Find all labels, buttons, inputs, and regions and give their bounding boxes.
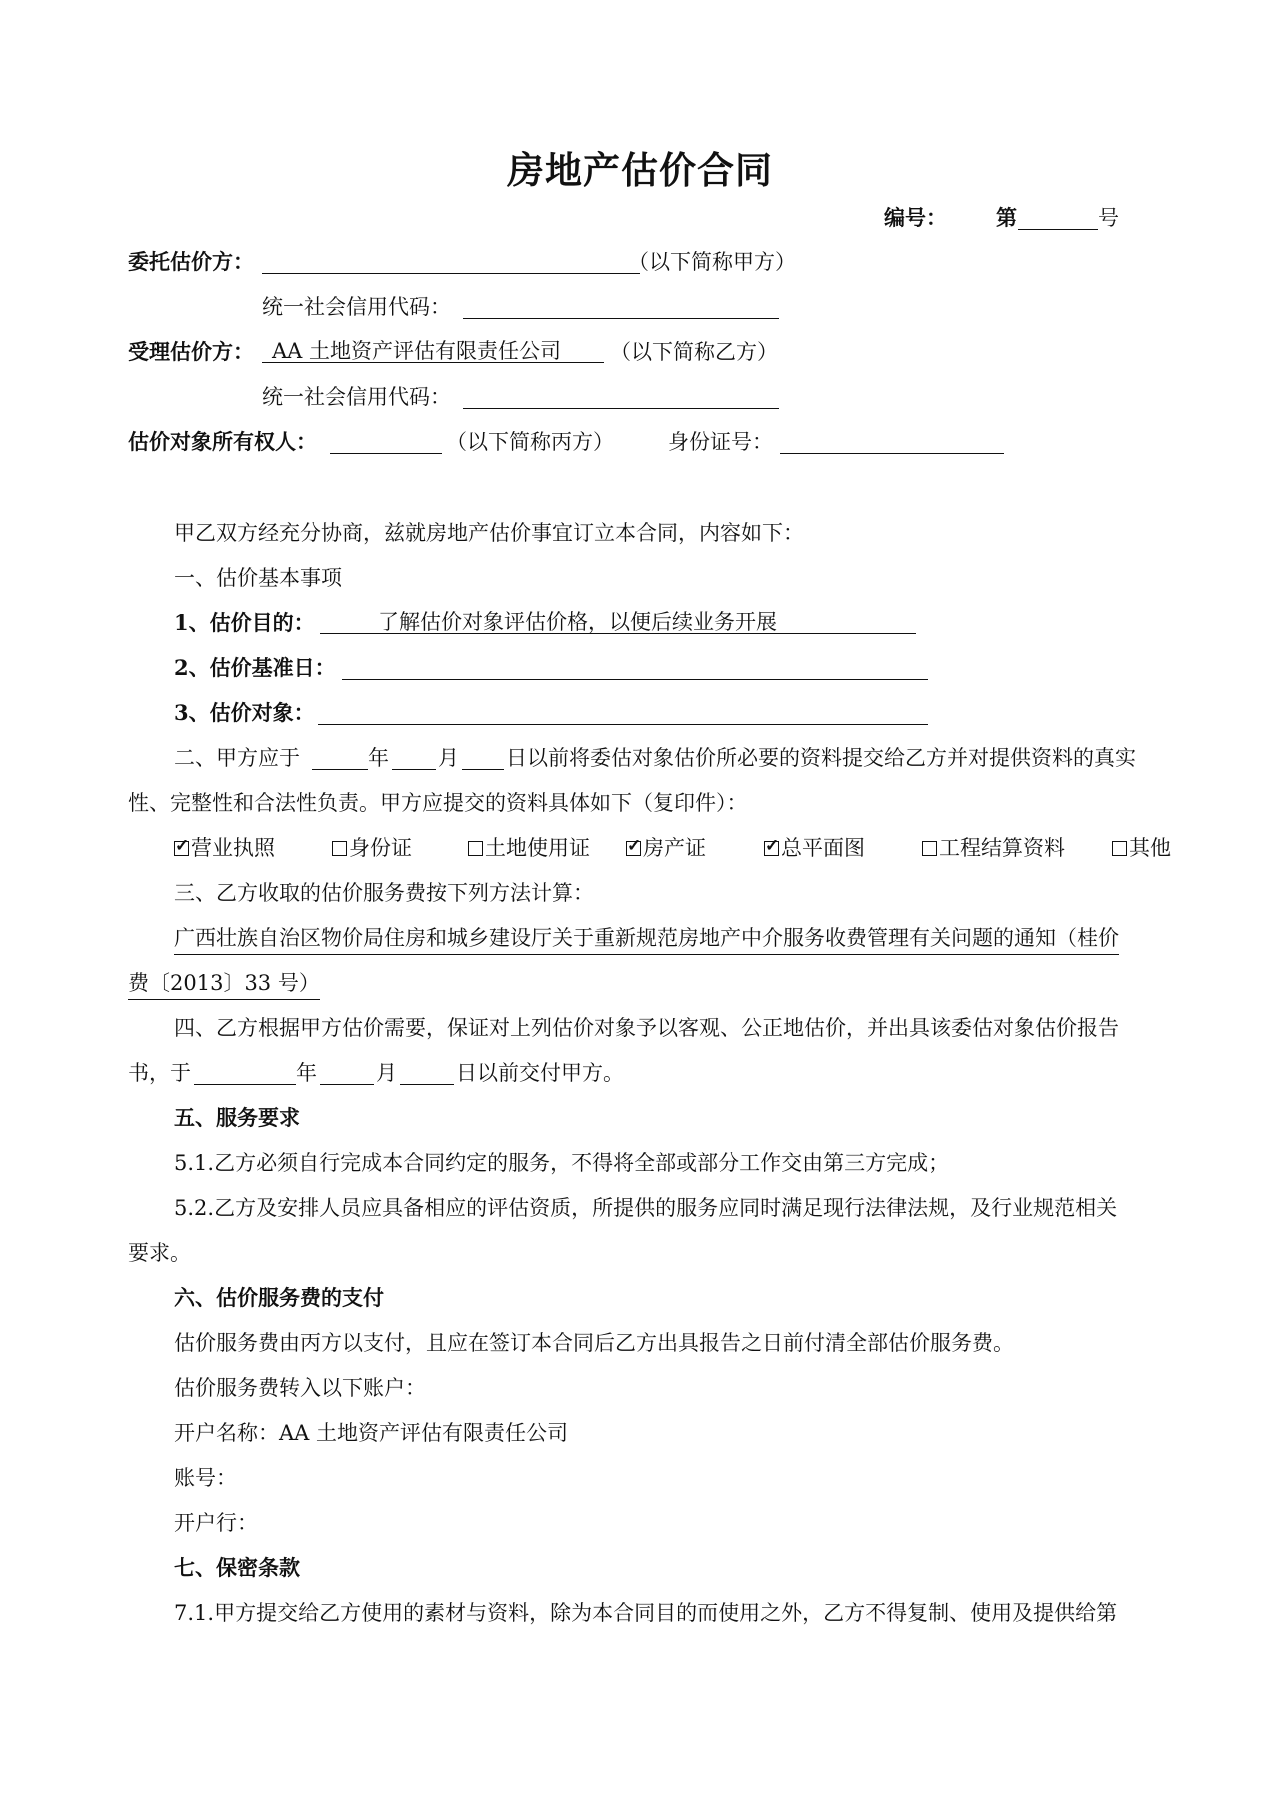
owner-name-field[interactable]	[330, 429, 442, 454]
submit-day-field[interactable]	[462, 745, 504, 770]
number-label: 编号：	[884, 205, 947, 230]
number-prefix: 第	[996, 205, 1017, 230]
page-title: 房地产估价合同	[507, 148, 773, 192]
material-property-certificate[interactable]: ✓ 房产证	[626, 833, 706, 863]
submit-month-field[interactable]	[392, 745, 436, 770]
material-land-certificate[interactable]: 土地使用证	[468, 833, 590, 863]
checkbox-icon[interactable]	[332, 841, 347, 856]
material-business-license[interactable]: ✓营业执照	[174, 833, 275, 863]
checkbox-icon[interactable]	[764, 841, 779, 856]
number-field[interactable]	[1018, 205, 1098, 230]
appraiser-credit-field[interactable]	[463, 384, 779, 409]
contract-page: 房地产估价合同 编号： 第 号 委托估价方： （以下简称甲方） 统一社会信用代码： 受理估价方： AA 土地资产评估有限责任公司 （以下简称乙方） 统一社会信用代码： 估价对象所有权人： （以下简称丙方） 身份证号： 甲乙双方经充分协商，兹就房地产估价事宜订立本合同，内容如下： 一、估价基本事项 1、估价目的： 了解估价对象评估价格，以便后续业务开展 2、估价基准日： 3、估价对象： 二、甲方应于 年 月 日以前将委估对象估价所必要的资料提交给乙方并对提供资料的真实 性、完整性和合法性负责。甲方应提交的资料具体如下（复印件）： ✓营业执照 身份证 土地使用证 ✓ 房产证 ✓ 总平面图 工程结算资料 其他 三、乙方收取的估价服务费按下列方法计算： 广西壮族自治区物价局住房和城乡建设厅关于重新规范房地产中介服务收费管理有关问题的通知（桂价 费〔2013〕33 号） 四、乙方根据甲方估价需要，保证对上列估价对象予以客观、公正地估价，并出具该委估对象估价报告 书，于 年 月 日以前交付甲方。 五、服务要求 5.1.乙方必须自行完成本合同约定的服务，不得将全部或部分工作交由第三方完成； 5.2.乙方及安排人员应具备相应的评估资质，所提供的服务应同时满足现行法律法规，及行业规范相关 要求。 六、估价服务费的支付 估价服务费由丙方以支付，且应在签订本合同后乙方出具报告之日前付清全部估价服务费。 估价服务费转入以下账户： 开户名称：AA 土地资产评估有限责任公司 账号： 开户行： 七、保密条款 7.1.甲方提交给乙方使用的素材与资料，除为本合同目的而使用之外，乙方不得复制、使用及提供给第	[0, 0, 1280, 1811]
purpose-field[interactable]: 了解估价对象评估价格，以便后续业务开展	[320, 610, 916, 634]
owner-id-field[interactable]	[780, 429, 1004, 454]
delivery-month-field[interactable]	[320, 1060, 374, 1085]
base-date-label: 2、估价基准日：	[174, 655, 336, 680]
client-name-field[interactable]	[262, 249, 640, 274]
appraiser-note: （以下简称乙方）	[610, 340, 778, 364]
owner-id-label: 身份证号：	[668, 430, 773, 454]
checkbox-icon[interactable]	[174, 841, 189, 856]
purpose-label: 1、估价目的：	[174, 610, 315, 635]
checkbox-icon[interactable]	[468, 841, 483, 856]
client-label: 委托估价方：	[128, 249, 254, 274]
client-credit-label: 统一社会信用代码：	[262, 295, 451, 319]
appraiser-label: 受理估价方：	[128, 339, 254, 364]
owner-label: 估价对象所有权人：	[128, 429, 317, 454]
delivery-year-field[interactable]	[194, 1060, 296, 1085]
material-settlement-docs[interactable]: 工程结算资料	[922, 833, 1065, 863]
checkbox-icon[interactable]	[922, 841, 937, 856]
delivery-day-field[interactable]	[400, 1060, 454, 1085]
checkbox-icon[interactable]	[1112, 841, 1127, 856]
owner-note: （以下简称丙方）	[446, 430, 614, 454]
object-label: 3、估价对象：	[174, 700, 315, 725]
submit-year-field[interactable]	[312, 745, 368, 770]
material-site-plan[interactable]: ✓ 总平面图	[764, 833, 865, 863]
appraiser-name-field[interactable]: AA 土地资产评估有限责任公司	[262, 339, 604, 363]
number-suffix: 号	[1098, 206, 1119, 230]
object-field[interactable]	[318, 700, 928, 725]
client-credit-field[interactable]	[463, 294, 779, 319]
material-other[interactable]: 其他	[1112, 833, 1171, 863]
appraiser-credit-label: 统一社会信用代码：	[262, 385, 451, 409]
client-note: （以下简称甲方）	[628, 250, 796, 274]
base-date-field[interactable]	[342, 655, 928, 680]
material-id-card[interactable]: 身份证	[332, 833, 412, 863]
checkbox-icon[interactable]	[626, 841, 641, 856]
